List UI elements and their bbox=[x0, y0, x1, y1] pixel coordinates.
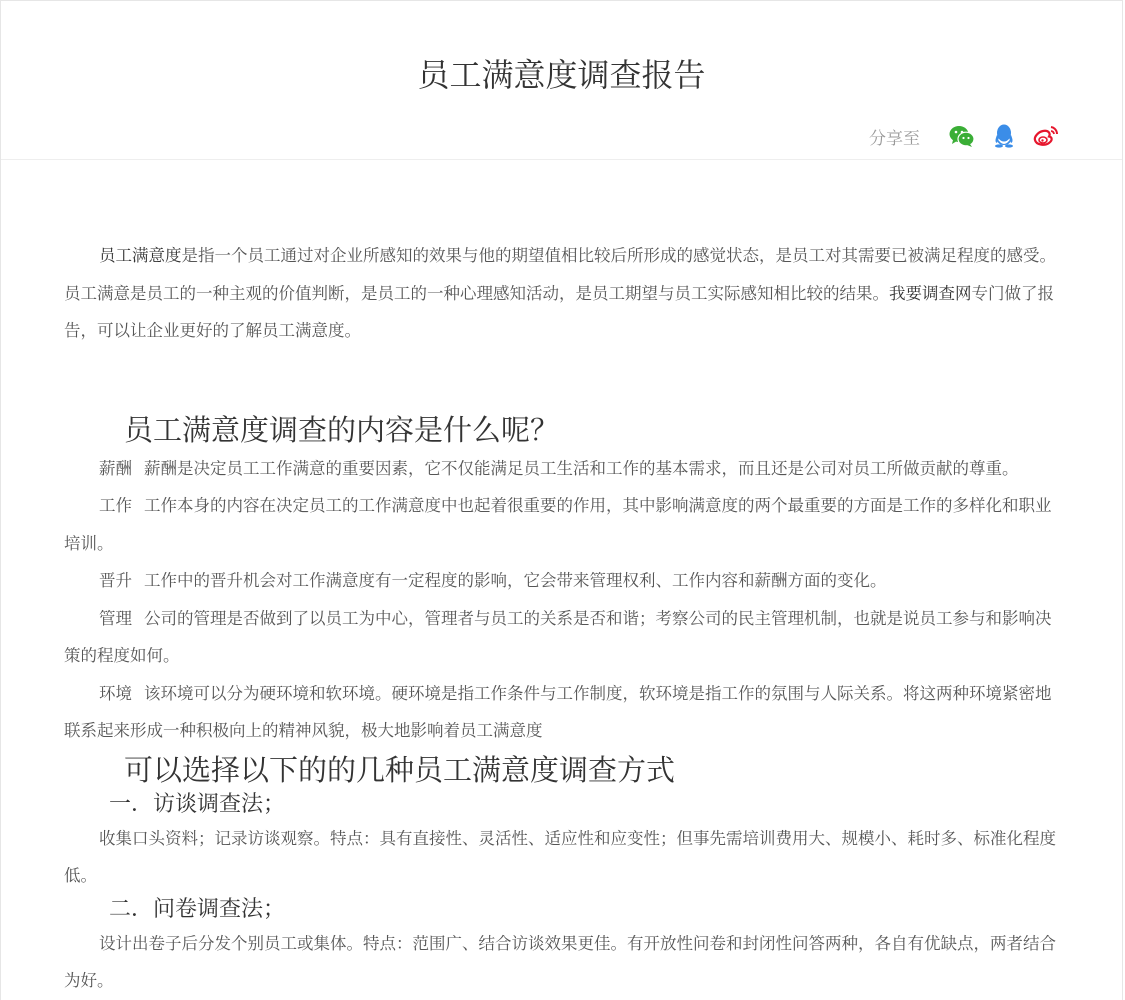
article-body bbox=[64, 237, 1062, 1000]
share-label: 分享至 bbox=[869, 128, 920, 149]
section-heading-content: 员工满意度调查的内容是什么呢？ bbox=[124, 412, 560, 447]
item-label: 薪酬 bbox=[99, 458, 132, 478]
method-text-interview: 收集口头资料；记录访谈观察。特点：具有直接性、灵活性、适应性和应变性；但事先需培训费用大、规模小、耗时多、标准化程度低。 bbox=[64, 828, 1056, 885]
item-text: 薪酬是决定员工工作满意的重要因素，它不仅能满足员工生活和工作的基本需求，而且还是公司对员工所做贡献的尊重。 bbox=[144, 458, 1019, 478]
method-text-questionnaire: 设计出卷子后分发个别员工或集体。特点：范围广、结合访谈效果更佳。有开放性问卷和封闭性问答两种，各自有优缺点，两者结合为好。 bbox=[64, 933, 1056, 990]
wechat-icon[interactable] bbox=[948, 122, 976, 150]
keyword-link[interactable]: 员工满意度 bbox=[99, 246, 182, 265]
article-header bbox=[1, 1, 1122, 160]
item-text: 公司的管理是否做到了以员工为中心，管理者与员工的关系是否和谐；考察公司的民主管理机制，也就是说员工参与和影响决策的程度如何。 bbox=[64, 608, 1052, 665]
method-title-interview: 一．访谈调查法； bbox=[109, 791, 286, 817]
content-item bbox=[64, 487, 1062, 562]
content-item bbox=[64, 600, 1062, 675]
intro-text-1: 是指一个员工通过对企业所感知的效果与他的期望值相比较后所形成的感觉状态，是员工对其需要已被满足程度的感受。员工满意是员工的一种主观的价值判断，是员工的一种心理感知活动，是员工期望与员工实际感知相比较的结果。 bbox=[64, 246, 1056, 303]
article-title: 员工满意度调查报告 bbox=[417, 56, 706, 94]
item-text: 工作中的晋升机会对工作满意度有一定程度的影响，它会带来管理权利、工作内容和薪酬方面的变化。 bbox=[144, 571, 887, 590]
content-item bbox=[64, 450, 1062, 488]
intro-text-2: 专门做了报告，可以让企业更好的了解员工满意度。 bbox=[64, 283, 1054, 340]
item-text: 该环境可以分为硬环境和软环境。硬环境是指工作条件与工作制度，软环境是指工作的氛围与人际关系。将这两种环境紧密地联系起来形成一种积极向上的精神风貌，极大地影响着员工满意度 bbox=[64, 683, 1052, 740]
item-label: 环境 bbox=[99, 683, 132, 703]
intro-paragraph bbox=[64, 237, 1062, 350]
item-label: 晋升 bbox=[99, 571, 132, 590]
item-label: 管理 bbox=[99, 608, 132, 628]
item-label: 工作 bbox=[99, 496, 132, 515]
content-item bbox=[64, 675, 1062, 750]
content-item bbox=[64, 562, 1062, 600]
item-text: 工作本身的内容在决定员工的工作满意度中也起着很重要的作用，其中影响满意度的两个最重要的方面是工作的多样化和职业培训。 bbox=[64, 496, 1052, 553]
qq-icon[interactable] bbox=[990, 122, 1018, 150]
section-heading-methods: 可以选择以下的的几种员工满意度调查方式 bbox=[124, 752, 676, 787]
weibo-icon[interactable] bbox=[1032, 122, 1060, 150]
keyword-link-site[interactable]: 我要调查网 bbox=[889, 283, 972, 303]
share-bar bbox=[869, 121, 1060, 151]
method-title-questionnaire: 二．问卷调查法； bbox=[109, 896, 286, 922]
